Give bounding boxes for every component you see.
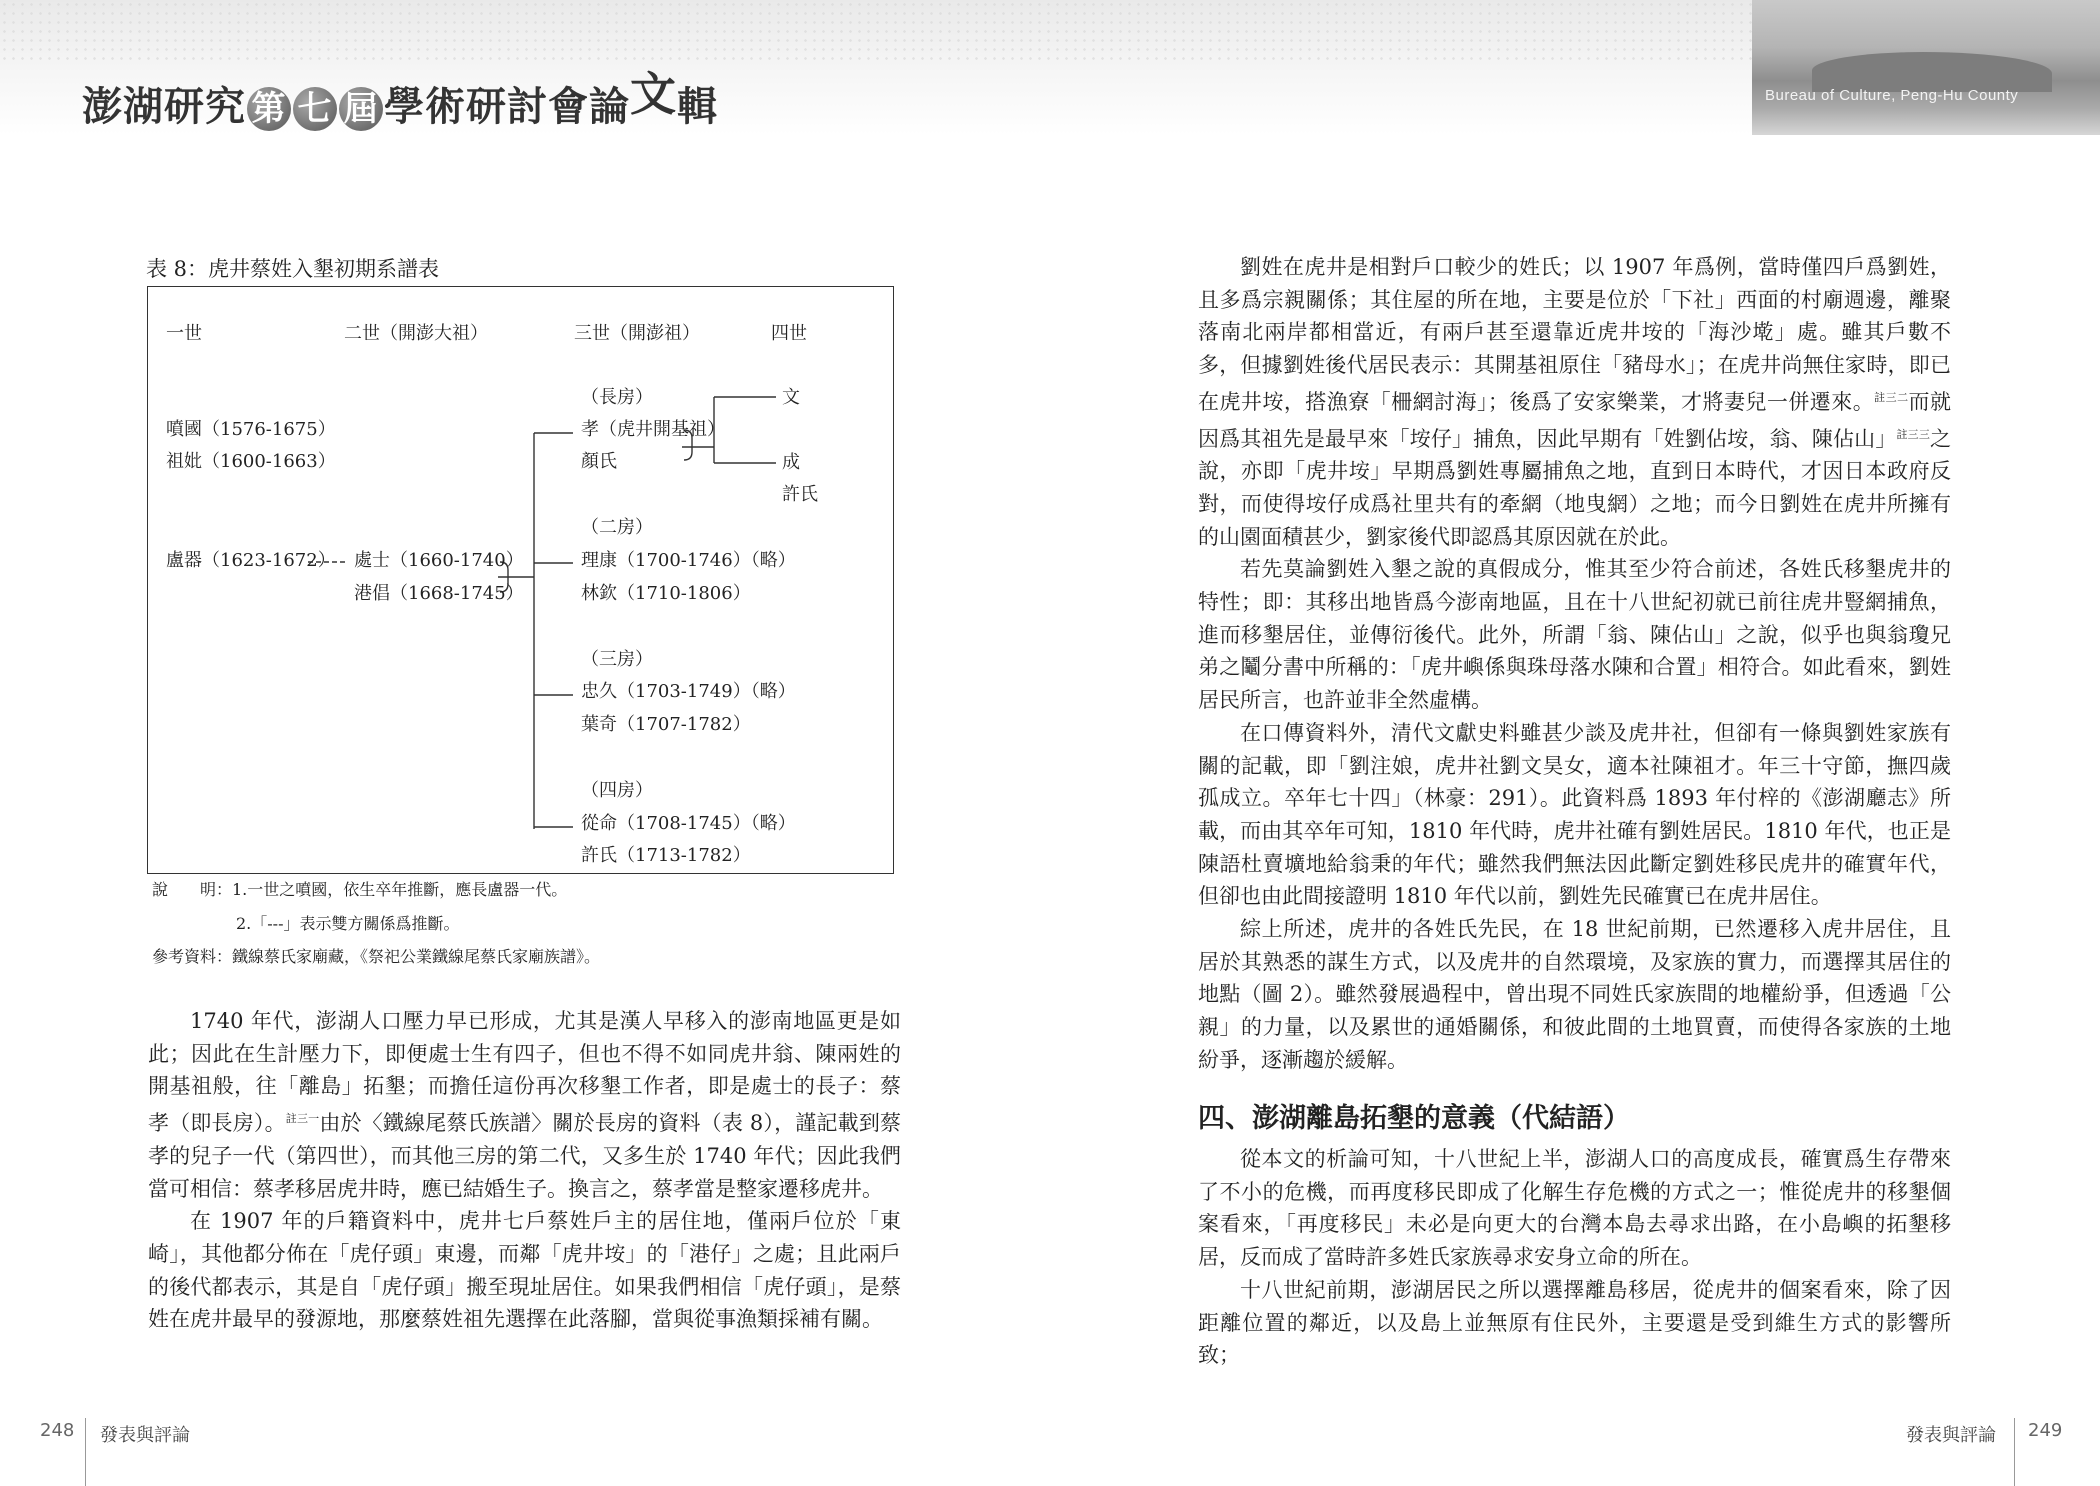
table-source: 參考資料：鐵線蔡氏家廟藏，《祭祀公業鐵線尾蔡氏家廟族譜》。 [152,947,601,966]
right-footer-divider [2014,1418,2015,1486]
right-p1-part-a: 劉姓在虎井是相對戶口較少的姓氏；以 1907 年爲例，當時僅四戶爲劉姓，且多爲宗親關係；其住屋的所在地，主要是位於「下社」西面的村廟週邊，離聚落南北兩岸都相當近，有兩戶甚至還靠近虎井垵的「海沙墘」處。雖其戶數不多，但據劉姓後代居民表示：其開基祖原住「豬母水」；在虎井尚無住家時，即已在虎井垵，搭漁寮「柵網討海」；後爲了安家樂業，才將妻兒一併遷來。 [1198,255,1951,414]
left-paragraph-1 [148,1005,901,1205]
right-paragraph-2: 若先莫論劉姓入墾之說的真假成分，惟其至少符合前述，各姓氏移墾虎井的特性；即：其移出地皆爲今澎南地區，且在十八世紀初就已前往虎井豎網捕魚，進而移墾居住，並傳衍後代。此外，所謂「翁、陳佔山」之說，似乎也與翁瓊兄弟之鬮分書中所稱的：「虎井嶼係與珠母落水陳和合置」相符合。如此看來，劉姓居民所言，也許並非全然虛構。 [1198,557,1951,713]
house2-label: （二房） [581,517,653,538]
house1-label: （長房） [581,387,653,408]
right-paragraph-4: 綜上所述，虎井的各姓氏先民，在 18 世紀前期，已然遷移入虎井居住，且居於其熟悉的謀生方式，以及虎井的自然環境，及家族的實力，而選擇其居住的地點（圖 2）。雖然發展過程中，曾出現不同姓氏家族間的地權紛爭，但透過「公親」的力量，以及累世的通婚關係，和彼此間的土地買賣，而使得各家族的土地紛爭，逐漸趨於緩解。 [1198,917,1951,1072]
left-paragraph-2: 在 1907 年的戶籍資料中，虎井七戶蔡姓戶主的居住地，僅兩戶位於「東崎」，其他都分佈在「虎仔頭」東邊，而鄰「虎井垵」的「港仔」之處；且此兩戶的後代都表示，其是自「虎仔頭」搬至現址居住。如果我們相信「虎仔頭」，是蔡姓在虎井最早的發源地，那麼蔡姓祖先選擇在此落腳，當與從事漁類採補有關。 [148,1209,901,1332]
gen4-son2: 成 [782,452,800,473]
gen1-spouse: 祖妣（1600-1663） [166,451,336,472]
left-p1-part-b: 由於〈鐵線尾蔡氏族譜〉關於長房的資料（表 8），謹記載到蔡孝的兒子一代（第四世），而其他三房的第二代，又多生於 1740 年代；因此我們當可相信：蔡孝移居虎井時，應已結婚生子。換言之，蔡孝當是整家遷移虎井。 [148,1111,902,1201]
series-title-b: 學術研討會論 [384,84,630,130]
right-p1-part-c: 之說，亦即「虎井垵」早期爲劉姓專屬捕魚之地，直到日本時代，才因日本政府反對，而使得垵仔成爲社里共有的牽網（地曳網）之地；而今日劉姓在虎井所擁有的山園面積甚少，劉家後代即認爲其原因就在於此。 [1198,426,1952,549]
right-column-text [1198,251,1951,1077]
series-title [82,68,718,134]
house4-name: 從命（1708-1745）（略） [581,813,796,834]
footnote-31: 註三一 [285,1112,320,1126]
footnote-32: 註三二 [1874,390,1909,404]
house1-spouse: 顏氏 [581,451,617,472]
left-page-number: 248 [40,1420,75,1441]
col-header-gen2: 二世（開澎大祖） [344,323,488,344]
gen2-son: 處士（1660-1740） [354,550,524,571]
genealogy-table [147,286,894,874]
gen2-son-spouse: 港倡（1668-1745） [354,583,524,604]
table-note-2: 2.「---」表示雙方關係爲推斷。 [236,914,460,933]
right-column-text-2 [1198,1143,1951,1372]
house3-spouse: 葉奇（1707-1782） [581,714,751,735]
header-banner [0,0,2100,135]
section-heading: 四、澎湖離島拓墾的意義（代結語） [1198,1103,1630,1134]
left-p1-part-a: 1740 年代，澎湖人口壓力早已形成，尤其是漢人早移入的澎南地區更是如此；因此在生計壓力下，即便處士生有四子，但也不得不如同虎井翁、陳兩姓的開基祖般，往「離島」拓墾；而擔任這份再次移墾工作者，即是處士的長子：蔡孝（即長房）。 [148,1009,901,1136]
house2-spouse: 林欽（1710-1806） [581,583,751,604]
house3-label: （三房） [581,649,653,670]
table-caption: 表 8：虎井蔡姓入墾初期系譜表 [146,257,440,281]
series-circle-2: 七 [293,87,337,131]
house4-spouse: 許氏（1713-1782） [581,845,751,866]
photo-hill [1812,52,2052,92]
house4-label: （四房） [581,780,653,801]
right-paragraph-1 [1198,251,1951,553]
series-circle-1: 第 [247,87,291,131]
series-title-c: 文 [630,67,677,121]
bureau-label: Bureau of Culture, Peng-Hu County [1765,87,2019,104]
gen2-name: 盧器（1623-1672） [166,550,336,571]
series-title-d: 輯 [677,84,718,130]
table-note-1: 說 明：1.一世之噴國，依生卒年推斷，應長盧器一代。 [152,880,568,899]
genealogy-tree-lines [148,287,895,875]
gen4-son2-spouse: 許氏 [782,484,818,505]
right-p1-part-b: 而就因爲其祖先是最早來「垵仔」捕魚，因此早期有「姓劉佔垵，翁、陳佔山」 [1198,389,1952,451]
col-header-gen3: 三世（開澎祖） [574,323,700,344]
footnote-33: 註三三 [1896,427,1931,441]
header-landscape-photo [1752,0,2100,135]
left-column-text [148,1005,901,1336]
col-header-gen1: 一世 [166,323,202,344]
right-paragraph-3: 在口傳資料外，清代文獻史料雖甚少談及虎井社，但卻有一條與劉姓家族有關的記載，即「劉注娘，虎井社劉文昊女，適本社陳祖才。年三十守節，撫四歲孤成立。卒年七十四」（林豪：291）。此資料爲 1893 年付梓的《澎湖廳志》所載，而由其卒年可知，1810 年代時，虎井社確有劉姓居民。1810 年代，也正是陳語杜賣壙地給翁秉的年代；雖然我們無法因此斷定劉姓移民虎井的確實年代，但卻也由此間接證明 1810 年代以前，劉姓先民確實已在虎井居住。 [1198,720,1951,909]
right-paragraph-5: 從本文的析論可知，十八世紀上半，澎湖人口的高度成長，確實爲生存帶來了不小的危機，而再度移民即成了化解生存危機的方式之一；惟從虎井的移墾個案看來，「再度移民」未必是向更大的台灣本島去尋求出路，在小島嶼的拓墾移居，反而成了當時許多姓氏家族尋求安身立命的所在。 [1198,1147,1951,1270]
house1-name: 孝（虎井開基祖） [581,419,725,440]
col-header-gen4: 四世 [771,323,807,344]
right-page-number: 249 [2028,1420,2063,1441]
gen1-name: 噴國（1576-1675） [166,419,336,440]
left-footer-label: 發表與評論 [100,1425,190,1446]
gen4-son1: 文 [782,387,800,408]
right-paragraph-6: 十八世紀前期，澎湖居民之所以選擇離島移居，從虎井的個案看來，除了因距離位置的鄰近，以及島上並無原有住民外，主要還是受到維生方式的影響所致； [1198,1277,1951,1368]
left-footer-divider [85,1418,86,1486]
series-circle-3: 屆 [339,87,383,131]
house2-name: 理康（1700-1746）（略） [581,550,796,571]
house3-name: 忠久（1703-1749）（略） [581,681,796,702]
right-footer-label: 發表與評論 [1906,1425,1996,1446]
series-title-a: 澎湖研究 [82,84,246,130]
